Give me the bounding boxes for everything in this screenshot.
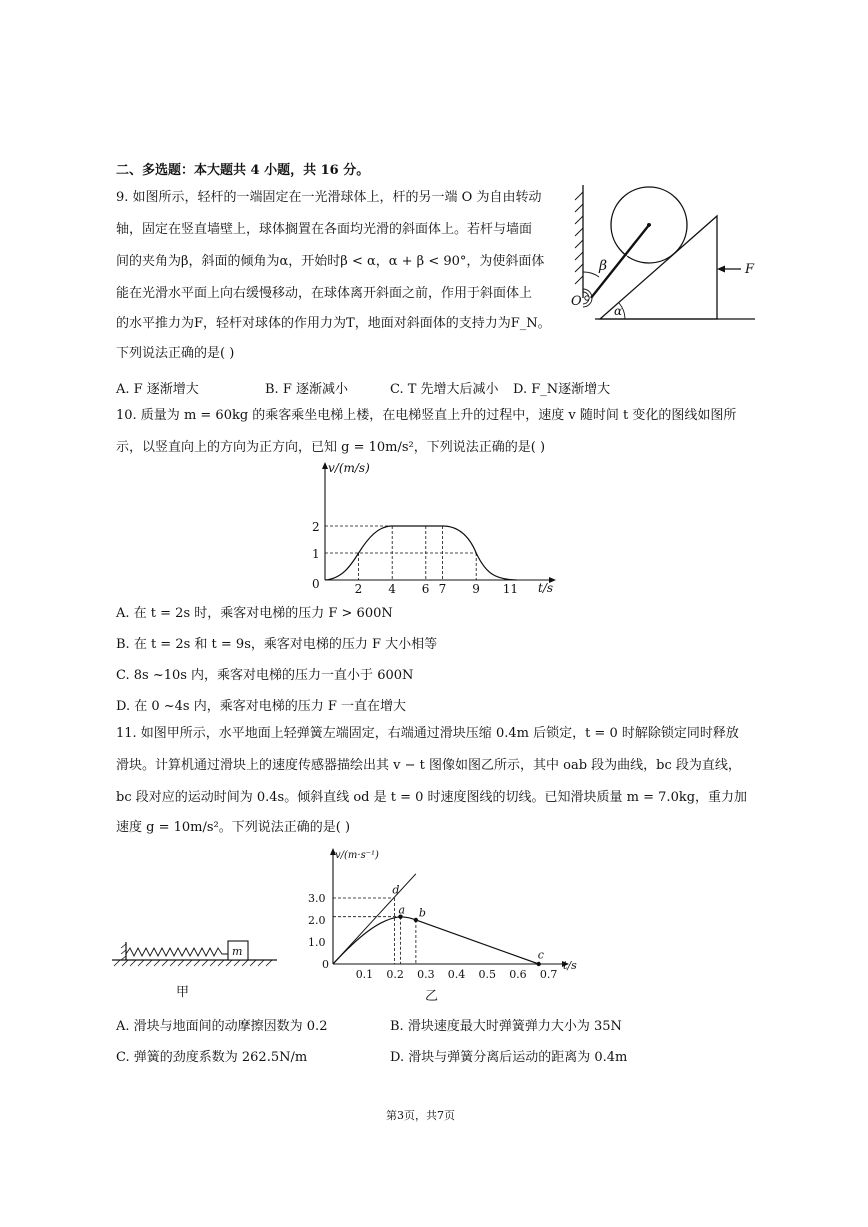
x-tick-label-0.4: 0.4	[447, 968, 466, 981]
x-tick-label-6: 6	[421, 582, 430, 596]
x-tick-label-0.6: 0.6	[509, 968, 527, 981]
q10-line-2: 示，以竖直向上的方向为正方向，已知 g = 10m/s²，下列说法正确的是( )	[116, 440, 546, 455]
y-tick-label-1.0: 1.0	[308, 936, 326, 949]
y-tick-label-2: 2	[312, 520, 320, 534]
velocity-curve	[333, 917, 539, 964]
point-label-a: a	[398, 903, 406, 917]
x-axis-label: t/s	[563, 959, 577, 972]
q9-option-a: A. F 逐渐增大	[116, 382, 199, 397]
x-tick-label-0.7: 0.7	[539, 968, 558, 981]
pivot-label: O	[571, 294, 582, 309]
q10-option-b: B. 在 t = 2s 和 t = 9s，乘客对电梯的压力 F 大小相等	[116, 637, 438, 652]
q9-line-5: 的水平推力为F，轻杆对球体的作用力为T，地面对斜面体的支持力为F_N。	[116, 316, 551, 331]
page-footer: 第3页，共7页	[386, 1109, 455, 1122]
alpha-label: α	[614, 304, 623, 318]
q11-option-d: D. 滑块与弹簧分离后运动的距离为 0.4m	[390, 1050, 628, 1065]
q11-line-4: 速度 g = 10m/s²。下列说法正确的是( )	[116, 820, 351, 835]
point-label-b: b	[418, 906, 426, 920]
y-tick-label-0: 0	[312, 577, 320, 591]
fig-yi-caption: 乙	[425, 989, 439, 1002]
y-tick-label-3.0: 3.0	[308, 892, 326, 905]
x-tick-label-7: 7	[438, 582, 447, 596]
q9-line-3: 间的夹角为β，斜面的倾角为α，开始时β < α，α + β < 90°，为使斜面体	[116, 254, 545, 269]
q9-option-d: D. F_N逐渐增大	[513, 382, 611, 397]
q11-figure-jia	[112, 930, 282, 1000]
point-b	[414, 918, 418, 922]
y-tick-label-1: 1	[312, 547, 320, 561]
q11-line-2: 滑块。计算机通过滑块上的速度传感器描绘出其 v − t 图像如图乙所示，其中 oab 段为曲线，bc 段为直线，	[116, 758, 741, 773]
point-label-d: d	[392, 883, 400, 897]
x-tick-label-0.1: 0.1	[355, 968, 374, 981]
x-axis-label: t/s	[538, 581, 554, 595]
q10-option-a: A. 在 t = 2s 时，乘客对电梯的压力 F > 600N	[116, 606, 393, 621]
point-c	[536, 962, 540, 966]
q9-line-6: 下列说法正确的是( )	[116, 346, 235, 361]
beta-label: β	[599, 258, 608, 274]
q9-figure	[565, 180, 765, 325]
section-title: 二、多选题：本大题共 4 小题，共 16 分。	[116, 163, 370, 178]
block-label: m	[232, 945, 243, 958]
q9-line-1: 9. 如图所示，轻杆的一端固定在一光滑球体上，杆的另一端 O 为自由转动	[116, 190, 542, 205]
y-tick-label-2.0: 2.0	[308, 914, 326, 927]
q10-option-c: C. 8s ~10s 内，乘客对电梯的压力一直小于 600N	[116, 668, 414, 683]
x-tick-label-2: 2	[354, 582, 363, 596]
q11-option-a: A. 滑块与地面间的动摩擦因数为 0.2	[116, 1019, 328, 1034]
y-tick-label-0: 0	[322, 958, 329, 971]
fig-jia-caption: 甲	[176, 985, 190, 1000]
q10-option-d: D. 在 0 ~4s 内，乘客对电梯的压力 F 一直在增大	[116, 699, 407, 714]
q9-option-c: C. T 先增大后减小	[390, 382, 499, 397]
x-tick-label-4: 4	[388, 582, 396, 596]
pivot-hinge	[583, 289, 592, 307]
q11-option-c: C. 弹簧的劲度系数为 262.5N/m	[116, 1050, 308, 1065]
x-tick-label-0.5: 0.5	[478, 968, 496, 981]
q11-line-1: 11. 如图甲所示，水平地面上轻弹簧左端固定，右端通过滑块压缩 0.4m 后锁定，t = 0 时解除锁定同时释放	[116, 726, 739, 741]
q9-line-4: 能在光滑水平面上向右缓慢移动，在球体离开斜面之前，作用于斜面体上	[116, 286, 533, 301]
q9-option-b: B. F 逐渐减小	[265, 382, 348, 397]
ground-hatch	[114, 960, 272, 966]
beta-arc	[583, 272, 599, 277]
q11-option-b: B. 滑块速度最大时弹簧弹力大小为 35N	[390, 1019, 622, 1034]
wall-hatch	[575, 192, 583, 284]
q9-line-2: 轴，固定在竖直墙壁上，球体搁置在各面均光滑的斜面体上。若杆与墙面	[116, 222, 533, 237]
q11-vt-chart	[295, 842, 595, 1002]
q10-vt-chart	[300, 458, 570, 598]
x-tick-label-0.2: 0.2	[386, 968, 404, 981]
point-label-c: c	[537, 948, 544, 962]
y-axis-label: v/(m·s⁻¹)	[335, 850, 379, 861]
force-label: F	[745, 262, 755, 277]
q11-line-3: bc 段对应的运动时间为 0.4s。倾斜直线 od 是 t = 0 时速度图线的切线。已知滑块质量 m = 7.0kg，重力加	[116, 790, 748, 805]
x-tick-label-9: 9	[472, 582, 480, 596]
y-axis-label: v/(m/s)	[328, 461, 370, 475]
q10-line-1: 10. 质量为 m = 60kg 的乘客乘坐电梯上楼，在电梯竖直上升的过程中，速度 v 随时间 t 变化的图线如图所	[116, 408, 737, 423]
spring	[126, 948, 228, 956]
x-tick-label-11: 11	[502, 582, 519, 596]
x-tick-label-0.3: 0.3	[417, 968, 435, 981]
